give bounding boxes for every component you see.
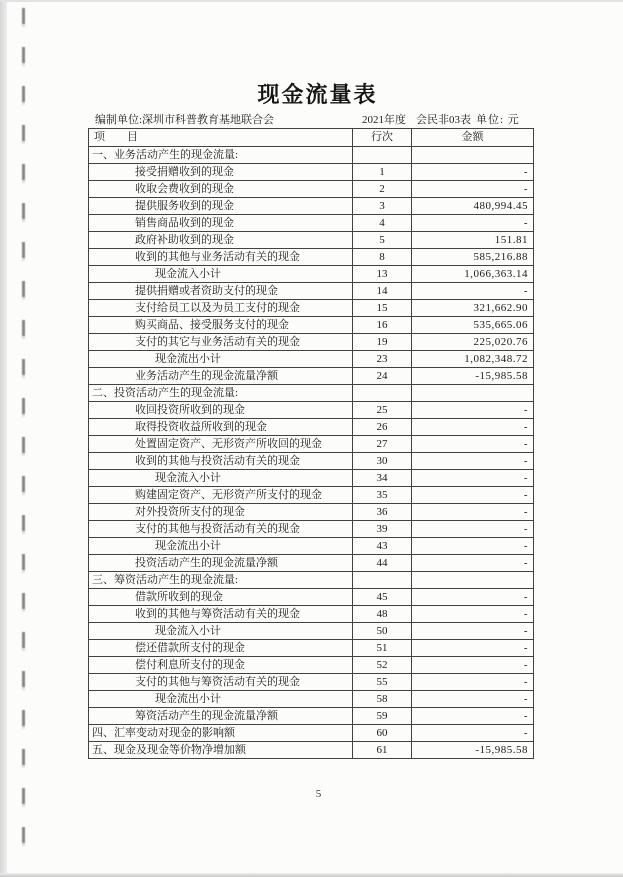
table-row: [89, 232, 534, 249]
row-line-number: 24: [353, 368, 412, 385]
table-body: [89, 147, 534, 759]
row-item-label: 收到的其他与业务活动有关的现金: [89, 249, 353, 266]
row-item-label: 一、业务活动产生的现金流量:: [89, 147, 353, 164]
table-row: [89, 691, 534, 708]
row-item-label: 收回投资所收到的现金: [89, 402, 353, 419]
row-line-number: 39: [353, 521, 412, 538]
row-amount: [412, 147, 534, 164]
row-item-label: 支付的其他与筹资活动有关的现金: [89, 674, 353, 691]
table-row: [89, 742, 534, 759]
row-item-label: 筹资活动产生的现金流量净额: [89, 708, 353, 725]
row-amount: -: [412, 538, 534, 555]
table-row: [89, 521, 534, 538]
row-amount: -: [412, 504, 534, 521]
table-row: [89, 249, 534, 266]
row-line-number: 36: [353, 504, 412, 521]
row-line-number: 35: [353, 487, 412, 504]
row-item-label: 现金流入小计: [89, 470, 353, 487]
table-row: [89, 657, 534, 674]
row-item-label: 接受捐赠收到的现金: [89, 164, 353, 181]
row-amount: -: [412, 181, 534, 198]
row-line-number: 58: [353, 691, 412, 708]
row-amount: -15,985.58: [412, 742, 534, 759]
table-row: [89, 504, 534, 521]
row-line-number: 34: [353, 470, 412, 487]
form-code-label: 会民非03表: [416, 114, 471, 126]
row-line-number: [353, 385, 412, 402]
currency-unit-label: 单位: 元: [476, 114, 520, 126]
report-meta: [0, 111, 623, 127]
row-amount: -: [412, 453, 534, 470]
row-item-label: 二、投资活动产生的现金流量:: [89, 385, 353, 402]
row-line-number: 26: [353, 419, 412, 436]
table-row: [89, 640, 534, 657]
row-amount: 1,082,348.72: [412, 351, 534, 368]
row-line-number: 45: [353, 589, 412, 606]
row-line-number: 44: [353, 555, 412, 572]
row-item-label: 销售商品收到的现金: [89, 215, 353, 232]
table-row: [89, 674, 534, 691]
row-line-number: 43: [353, 538, 412, 555]
row-item-label: 政府补助收到的现金: [89, 232, 353, 249]
row-item-label: 投资活动产生的现金流量净额: [89, 555, 353, 572]
row-line-number: 50: [353, 623, 412, 640]
row-line-number: 51: [353, 640, 412, 657]
row-amount: 480,994.45: [412, 198, 534, 215]
table-row: [89, 300, 534, 317]
row-amount: -: [412, 691, 534, 708]
row-amount: -: [412, 487, 534, 504]
page-number: 5: [315, 788, 322, 800]
table-row: [89, 351, 534, 368]
col-header-item: 项 目: [89, 129, 353, 147]
row-amount: -: [412, 657, 534, 674]
row-item-label: 支付的其它与业务活动有关的现金: [89, 334, 353, 351]
row-line-number: 1: [353, 164, 412, 181]
scan-top-edge: [0, 0, 623, 2]
row-line-number: 5: [353, 232, 412, 249]
row-item-label: 现金流出小计: [89, 351, 353, 368]
table-row: [89, 436, 534, 453]
row-line-number: 8: [353, 249, 412, 266]
table-row: [89, 283, 534, 300]
row-item-label: 现金流出小计: [89, 691, 353, 708]
table-row: [89, 385, 534, 402]
row-line-number: 14: [353, 283, 412, 300]
table-row: [89, 419, 534, 436]
table-row: [89, 368, 534, 385]
table-row: [89, 147, 534, 164]
table-row: [89, 181, 534, 198]
row-item-label: 五、现金及现金等价物净增加额: [89, 742, 353, 759]
row-item-label: 借款所收到的现金: [89, 589, 353, 606]
row-item-label: 收到的其他与投资活动有关的现金: [89, 453, 353, 470]
row-line-number: 61: [353, 742, 412, 759]
row-line-number: 19: [353, 334, 412, 351]
row-item-label: 收到的其他与筹资活动有关的现金: [89, 606, 353, 623]
row-amount: -: [412, 436, 534, 453]
row-amount: 585,216.88: [412, 249, 534, 266]
row-line-number: 3: [353, 198, 412, 215]
row-line-number: 23: [353, 351, 412, 368]
row-item-label: 业务活动产生的现金流量净额: [89, 368, 353, 385]
table-row: [89, 487, 534, 504]
row-amount: -: [412, 606, 534, 623]
col-header-line-no: 行次: [353, 129, 412, 147]
row-item-label: 提供捐赠或者资助支付的现金: [89, 283, 353, 300]
row-amount: 151.81: [412, 232, 534, 249]
row-line-number: [353, 572, 412, 589]
row-item-label: 现金流出小计: [89, 538, 353, 555]
row-line-number: 16: [353, 317, 412, 334]
fiscal-year-label: 2021年度: [362, 114, 406, 126]
row-line-number: [353, 147, 412, 164]
row-line-number: 4: [353, 215, 412, 232]
row-line-number: 30: [353, 453, 412, 470]
row-amount: [412, 572, 534, 589]
row-item-label: 支付给员工以及为员工支付的现金: [89, 300, 353, 317]
table-row: [89, 164, 534, 181]
table-header-row: [89, 129, 534, 147]
table-row: [89, 555, 534, 572]
table-row: [89, 215, 534, 232]
row-amount: -: [412, 555, 534, 572]
row-item-label: 购建固定资产、无形资产所支付的现金: [89, 487, 353, 504]
row-item-label: 购买商品、接受服务支付的现金: [89, 317, 353, 334]
row-line-number: 27: [353, 436, 412, 453]
row-amount: -: [412, 164, 534, 181]
row-amount: 1,066,363.14: [412, 266, 534, 283]
prepared-by-label: 编制单位:深圳市科普教育基地联合会: [95, 114, 275, 126]
row-amount: -: [412, 402, 534, 419]
row-amount: -: [412, 725, 534, 742]
row-amount: -: [412, 419, 534, 436]
table-header: [89, 129, 534, 147]
table-row: [89, 198, 534, 215]
row-amount: -: [412, 674, 534, 691]
table-row: [89, 606, 534, 623]
row-item-label: 四、汇率变动对现金的影响额: [89, 725, 353, 742]
row-amount: -: [412, 708, 534, 725]
col-header-amount: 金额: [412, 129, 534, 147]
row-line-number: 60: [353, 725, 412, 742]
row-item-label: 现金流入小计: [89, 266, 353, 283]
row-item-label: 现金流入小计: [89, 623, 353, 640]
row-line-number: 25: [353, 402, 412, 419]
row-item-label: 处置固定资产、无形资产所收回的现金: [89, 436, 353, 453]
cash-flow-table: [88, 128, 534, 759]
row-amount: -: [412, 521, 534, 538]
binding-marks: [22, 8, 25, 864]
row-item-label: 偿付利息所支付的现金: [89, 657, 353, 674]
table-row: [89, 572, 534, 589]
row-item-label: 对外投资所支付的现金: [89, 504, 353, 521]
table-row: [89, 708, 534, 725]
table-row: [89, 623, 534, 640]
table-row: [89, 725, 534, 742]
row-line-number: 59: [353, 708, 412, 725]
table-row: [89, 334, 534, 351]
table-row: [89, 470, 534, 487]
row-amount: 321,662.90: [412, 300, 534, 317]
row-amount: -: [412, 283, 534, 300]
scan-bottom-edge: [0, 873, 623, 877]
row-amount: [412, 385, 534, 402]
table-row: [89, 317, 534, 334]
row-item-label: 三、筹资活动产生的现金流量:: [89, 572, 353, 589]
row-amount: 535,665.06: [412, 317, 534, 334]
row-line-number: 48: [353, 606, 412, 623]
row-amount: 225,020.76: [412, 334, 534, 351]
row-line-number: 13: [353, 266, 412, 283]
row-line-number: 15: [353, 300, 412, 317]
row-item-label: 收取会费收到的现金: [89, 181, 353, 198]
row-item-label: 取得投资收益所收到的现金: [89, 419, 353, 436]
table-row: [89, 589, 534, 606]
row-line-number: 52: [353, 657, 412, 674]
row-item-label: 偿还借款所支付的现金: [89, 640, 353, 657]
row-line-number: 55: [353, 674, 412, 691]
table-row: [89, 538, 534, 555]
scan-left-edge: [0, 0, 7, 877]
table-row: [89, 453, 534, 470]
row-amount: -15,985.58: [412, 368, 534, 385]
row-amount: -: [412, 470, 534, 487]
row-item-label: 支付的其他与投资活动有关的现金: [89, 521, 353, 538]
row-line-number: 2: [353, 181, 412, 198]
table-row: [89, 266, 534, 283]
row-item-label: 提供服务收到的现金: [89, 198, 353, 215]
row-amount: -: [412, 623, 534, 640]
row-amount: -: [412, 640, 534, 657]
page-title: 现金流量表: [257, 82, 378, 107]
table-row: [89, 402, 534, 419]
row-amount: -: [412, 589, 534, 606]
row-amount: -: [412, 215, 534, 232]
